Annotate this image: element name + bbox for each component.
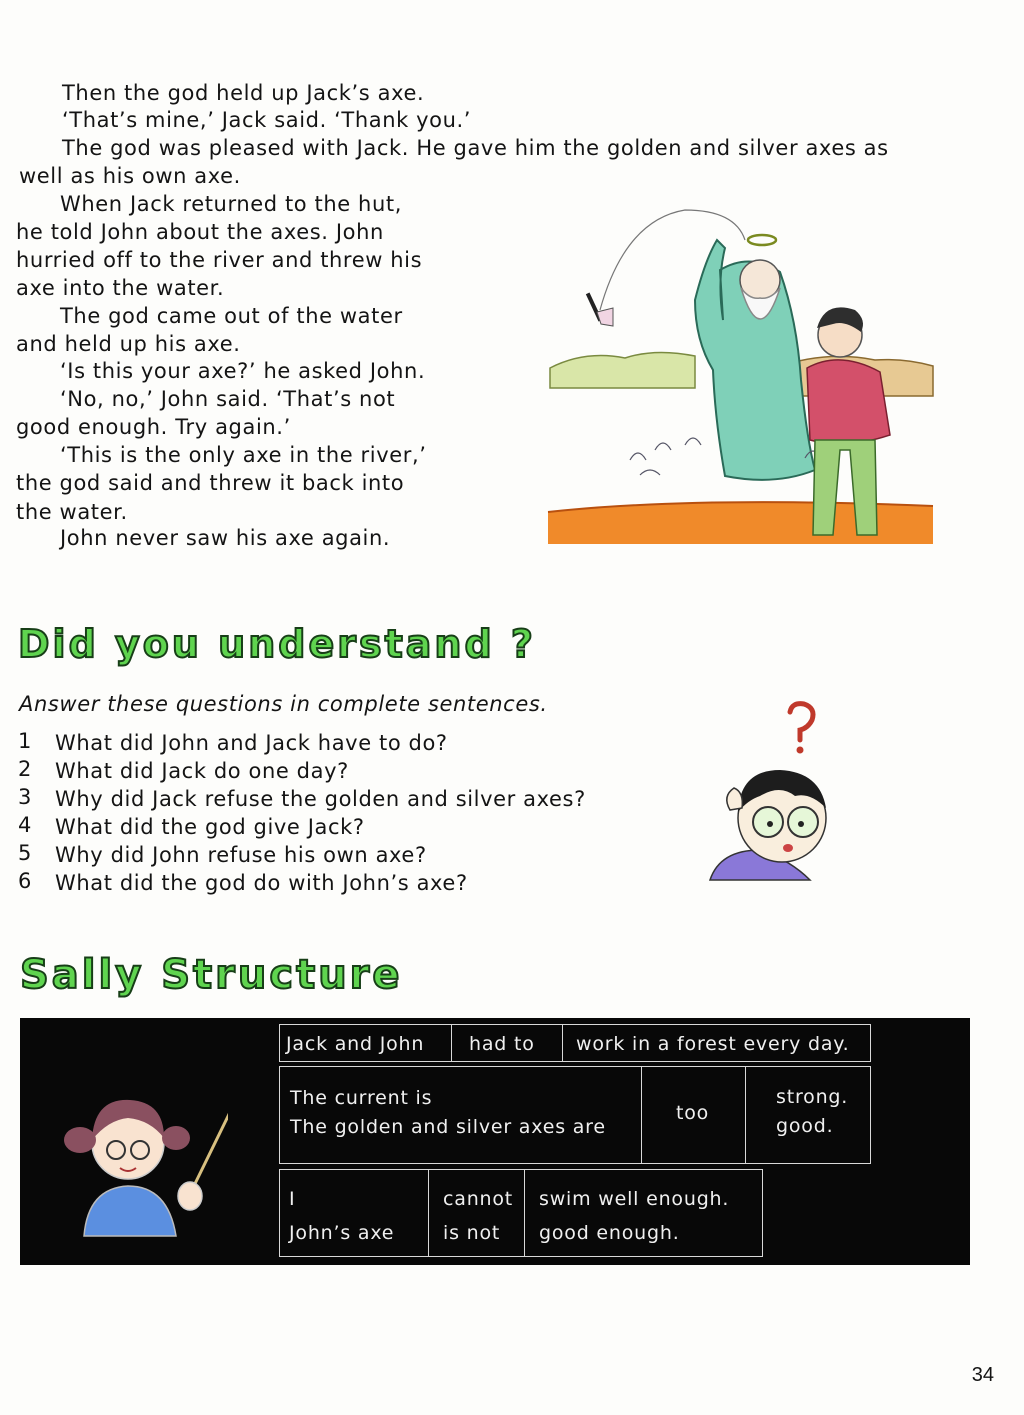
structure-panel (20, 1018, 970, 1265)
story-line: axe into the water. (16, 276, 225, 300)
story-line: ‘Is this your axe?’ he asked John. (60, 359, 426, 383)
table2-end: good. (776, 1115, 834, 1137)
story-line: Then the god held up Jack’s axe. (62, 81, 425, 105)
table1-end: work in a forest every day. (576, 1033, 850, 1055)
question-number: 1 (18, 729, 32, 753)
question-text: Why did Jack refuse the golden and silver axes? (55, 787, 586, 811)
table3-verb: cannot (443, 1188, 514, 1210)
table3-subject: John’s axe (289, 1222, 395, 1244)
question-number: 6 (18, 869, 32, 893)
story-line: ‘That’s mine,’ Jack said. ‘Thank you.’ (62, 108, 472, 132)
story-line: he told John about the axes. John (16, 220, 384, 244)
question-text: What did Jack do one day? (55, 759, 349, 783)
story-line: the water. (16, 500, 128, 524)
story-line: the god said and threw it back into (16, 471, 405, 495)
table2-end: strong. (776, 1086, 849, 1108)
story-line: ‘No, no,’ John said. ‘That’s not (60, 387, 396, 411)
table2-subject: The golden and silver axes are (290, 1116, 606, 1138)
column-divider (745, 1067, 746, 1163)
confused-boy-illustration (700, 700, 860, 890)
structure-heading: Sally Structure (20, 952, 403, 998)
page-number: 34 (971, 1364, 994, 1386)
question-text: What did the god do with John’s axe? (55, 871, 468, 895)
table3-end: good enough. (539, 1222, 680, 1244)
axe-icon (586, 293, 613, 326)
story-line: ‘This is the only axe in the river,’ (60, 443, 427, 467)
column-divider (641, 1067, 642, 1163)
question-text: What did John and Jack have to do? (55, 731, 448, 755)
story-line: hurried off to the river and threw his (16, 248, 423, 272)
table3-end: swim well enough. (539, 1188, 730, 1210)
column-divider (562, 1025, 563, 1061)
question-number: 3 (18, 785, 32, 809)
structure-table-2 (279, 1066, 871, 1164)
comprehension-heading: Did you understand ? (18, 622, 536, 666)
structure-table-1 (279, 1024, 871, 1062)
story-line: The god was pleased with Jack. He gave him the golden and silver axes as (62, 136, 889, 160)
story-line: When Jack returned to the hut, (60, 192, 402, 216)
structure-table-3 (279, 1169, 763, 1257)
instruction-text: Answer these questions in complete sentences. (19, 692, 548, 716)
story-line: good enough. Try again.’ (16, 415, 291, 439)
river-god-illustration (545, 200, 935, 550)
column-divider (428, 1170, 429, 1256)
question-text: What did the god give Jack? (55, 815, 365, 839)
story-line: and held up his axe. (16, 332, 241, 356)
question-number: 2 (18, 757, 32, 781)
question-text: Why did John refuse his own axe? (55, 843, 427, 867)
story-line: well as his own axe. (19, 164, 241, 188)
table2-middle: too (676, 1102, 710, 1124)
john-figure (807, 307, 890, 535)
table2-subject: The current is (290, 1087, 433, 1109)
question-mark-icon (790, 704, 813, 754)
story-line: John never saw his axe again. (60, 526, 391, 550)
story-line: The god came out of the water (60, 304, 403, 328)
question-number: 4 (18, 813, 32, 837)
table3-subject: I (289, 1188, 296, 1210)
table3-verb: is not (443, 1222, 501, 1244)
column-divider (524, 1170, 525, 1256)
sally-illustration (58, 1068, 228, 1238)
question-number: 5 (18, 841, 32, 865)
table1-verb: had to (469, 1033, 535, 1055)
table1-subject: Jack and John (286, 1033, 425, 1055)
column-divider (451, 1025, 452, 1061)
